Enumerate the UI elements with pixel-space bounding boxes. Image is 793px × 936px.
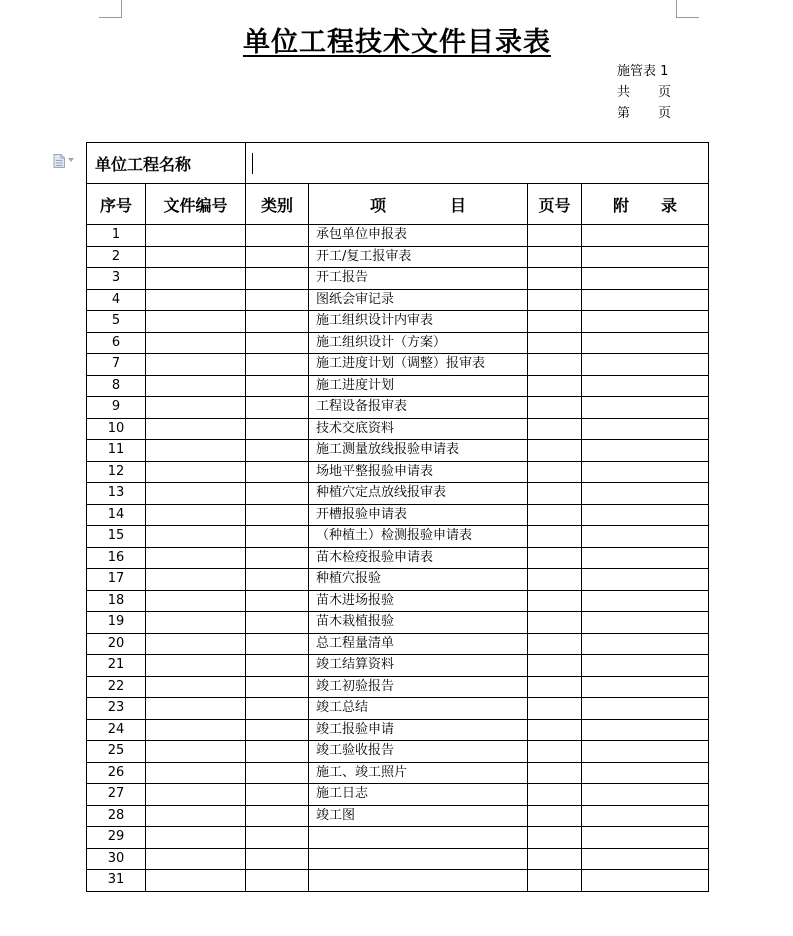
row-page-no[interactable] bbox=[528, 461, 582, 483]
form-meta bbox=[617, 61, 671, 124]
row-appendix[interactable] bbox=[582, 590, 709, 612]
margin-corner-top-left bbox=[99, 0, 122, 18]
row-file-no[interactable] bbox=[146, 440, 246, 462]
table-row bbox=[87, 354, 709, 376]
row-page-no[interactable] bbox=[528, 547, 582, 569]
table-row bbox=[87, 461, 709, 483]
directory-table bbox=[86, 142, 709, 892]
header-file-no: 文件编号 bbox=[146, 184, 246, 225]
project-name-label: 单位工程名称 bbox=[87, 143, 246, 184]
row-appendix[interactable] bbox=[582, 870, 709, 892]
table-row bbox=[87, 633, 709, 655]
row-appendix[interactable] bbox=[582, 289, 709, 311]
row-category[interactable] bbox=[246, 375, 309, 397]
row-page-no[interactable] bbox=[528, 805, 582, 827]
row-file-no[interactable] bbox=[146, 375, 246, 397]
row-appendix[interactable] bbox=[582, 418, 709, 440]
row-item[interactable] bbox=[309, 870, 528, 892]
table-row bbox=[87, 225, 709, 247]
project-name-field[interactable] bbox=[246, 143, 709, 184]
row-page-no[interactable] bbox=[528, 848, 582, 870]
row-item[interactable]: （种植土）检测报验申请表 bbox=[309, 526, 528, 548]
header-page-no: 页号 bbox=[528, 184, 582, 225]
row-category[interactable] bbox=[246, 805, 309, 827]
row-item[interactable]: 苗木栽植报验 bbox=[309, 612, 528, 634]
row-appendix[interactable] bbox=[582, 483, 709, 505]
row-appendix[interactable] bbox=[582, 311, 709, 333]
row-page-no[interactable] bbox=[528, 612, 582, 634]
row-page-no[interactable] bbox=[528, 354, 582, 376]
table-row bbox=[87, 762, 709, 784]
row-item[interactable] bbox=[309, 848, 528, 870]
row-category[interactable] bbox=[246, 526, 309, 548]
row-page-no[interactable] bbox=[528, 719, 582, 741]
row-page-no[interactable] bbox=[528, 870, 582, 892]
row-seq[interactable]: 15 bbox=[87, 526, 146, 548]
row-file-no[interactable] bbox=[146, 547, 246, 569]
row-item[interactable]: 开工报告 bbox=[309, 268, 528, 290]
table-row bbox=[87, 483, 709, 505]
row-category[interactable] bbox=[246, 440, 309, 462]
row-appendix[interactable] bbox=[582, 569, 709, 591]
row-page-no[interactable] bbox=[528, 590, 582, 612]
row-seq[interactable]: 19 bbox=[87, 612, 146, 634]
document-options-icon[interactable] bbox=[53, 153, 65, 167]
row-category[interactable] bbox=[246, 289, 309, 311]
row-page-no[interactable] bbox=[528, 633, 582, 655]
table-row bbox=[87, 289, 709, 311]
row-file-no[interactable] bbox=[146, 870, 246, 892]
row-item[interactable]: 总工程量清单 bbox=[309, 633, 528, 655]
row-file-no[interactable] bbox=[146, 805, 246, 827]
row-item[interactable]: 竣工图 bbox=[309, 805, 528, 827]
row-category[interactable] bbox=[246, 461, 309, 483]
row-appendix[interactable] bbox=[582, 827, 709, 849]
row-file-no[interactable] bbox=[146, 289, 246, 311]
row-seq[interactable]: 7 bbox=[87, 354, 146, 376]
row-page-no[interactable] bbox=[528, 289, 582, 311]
row-item[interactable]: 苗木进场报验 bbox=[309, 590, 528, 612]
row-category[interactable] bbox=[246, 676, 309, 698]
row-item[interactable]: 施工日志 bbox=[309, 784, 528, 806]
row-seq[interactable]: 6 bbox=[87, 332, 146, 354]
row-appendix[interactable] bbox=[582, 719, 709, 741]
row-category[interactable] bbox=[246, 354, 309, 376]
row-category[interactable] bbox=[246, 569, 309, 591]
row-appendix[interactable] bbox=[582, 397, 709, 419]
row-page-no[interactable] bbox=[528, 655, 582, 677]
row-item[interactable]: 种植穴定点放线报审表 bbox=[309, 483, 528, 505]
row-seq[interactable]: 29 bbox=[87, 827, 146, 849]
row-category[interactable] bbox=[246, 268, 309, 290]
row-item[interactable]: 开工/复工报审表 bbox=[309, 246, 528, 268]
row-item[interactable]: 竣工验收报告 bbox=[309, 741, 528, 763]
table-row bbox=[87, 246, 709, 268]
row-seq[interactable]: 14 bbox=[87, 504, 146, 526]
row-file-no[interactable] bbox=[146, 719, 246, 741]
row-category[interactable] bbox=[246, 848, 309, 870]
row-appendix[interactable] bbox=[582, 461, 709, 483]
margin-corner-top-right bbox=[676, 0, 699, 18]
row-item[interactable]: 开槽报验申请表 bbox=[309, 504, 528, 526]
row-seq[interactable]: 24 bbox=[87, 719, 146, 741]
document-title: 单位工程技术文件目录表 bbox=[243, 27, 551, 58]
row-page-no[interactable] bbox=[528, 827, 582, 849]
table-row bbox=[87, 676, 709, 698]
row-item[interactable]: 施工测量放线报验申请表 bbox=[309, 440, 528, 462]
table-row bbox=[87, 332, 709, 354]
total-unit: 页 bbox=[658, 85, 672, 100]
row-item[interactable]: 工程设备报审表 bbox=[309, 397, 528, 419]
table-row bbox=[87, 612, 709, 634]
total-label: 共 bbox=[617, 85, 631, 100]
row-appendix[interactable] bbox=[582, 676, 709, 698]
row-item[interactable]: 竣工初验报告 bbox=[309, 676, 528, 698]
row-category[interactable] bbox=[246, 311, 309, 333]
row-appendix[interactable] bbox=[582, 698, 709, 720]
row-seq[interactable]: 28 bbox=[87, 805, 146, 827]
row-seq[interactable]: 9 bbox=[87, 397, 146, 419]
row-page-no[interactable] bbox=[528, 762, 582, 784]
row-category[interactable] bbox=[246, 741, 309, 763]
row-appendix[interactable] bbox=[582, 784, 709, 806]
row-category[interactable] bbox=[246, 698, 309, 720]
row-page-no[interactable] bbox=[528, 311, 582, 333]
header-appendix: 附 录 bbox=[582, 184, 709, 225]
row-appendix[interactable] bbox=[582, 633, 709, 655]
row-item[interactable]: 施工组织设计（方案） bbox=[309, 332, 528, 354]
table-row bbox=[87, 848, 709, 870]
row-file-no[interactable] bbox=[146, 633, 246, 655]
row-file-no[interactable] bbox=[146, 268, 246, 290]
row-category[interactable] bbox=[246, 504, 309, 526]
row-appendix[interactable] bbox=[582, 655, 709, 677]
row-appendix[interactable] bbox=[582, 504, 709, 526]
row-seq[interactable]: 18 bbox=[87, 590, 146, 612]
row-appendix[interactable] bbox=[582, 547, 709, 569]
row-page-no[interactable] bbox=[528, 526, 582, 548]
page-unit: 页 bbox=[658, 106, 672, 121]
table-row bbox=[87, 590, 709, 612]
table-row bbox=[87, 698, 709, 720]
table-row bbox=[87, 547, 709, 569]
text-cursor bbox=[252, 153, 253, 174]
row-seq[interactable]: 23 bbox=[87, 698, 146, 720]
row-file-no[interactable] bbox=[146, 827, 246, 849]
row-page-no[interactable] bbox=[528, 741, 582, 763]
row-item[interactable]: 图纸会审记录 bbox=[309, 289, 528, 311]
row-seq[interactable]: 8 bbox=[87, 375, 146, 397]
row-appendix[interactable] bbox=[582, 354, 709, 376]
row-page-no[interactable] bbox=[528, 375, 582, 397]
row-category[interactable] bbox=[246, 762, 309, 784]
row-page-no[interactable] bbox=[528, 268, 582, 290]
row-page-no[interactable] bbox=[528, 483, 582, 505]
table-row bbox=[87, 397, 709, 419]
row-page-no[interactable] bbox=[528, 246, 582, 268]
row-page-no[interactable] bbox=[528, 440, 582, 462]
row-file-no[interactable] bbox=[146, 569, 246, 591]
row-seq[interactable]: 21 bbox=[87, 655, 146, 677]
row-appendix[interactable] bbox=[582, 848, 709, 870]
row-file-no[interactable] bbox=[146, 246, 246, 268]
row-file-no[interactable] bbox=[146, 762, 246, 784]
row-file-no[interactable] bbox=[146, 397, 246, 419]
row-page-no[interactable] bbox=[528, 676, 582, 698]
row-category[interactable] bbox=[246, 418, 309, 440]
row-category[interactable] bbox=[246, 655, 309, 677]
row-category[interactable] bbox=[246, 827, 309, 849]
row-file-no[interactable] bbox=[146, 354, 246, 376]
row-category[interactable] bbox=[246, 246, 309, 268]
row-page-no[interactable] bbox=[528, 784, 582, 806]
table-row bbox=[87, 311, 709, 333]
row-seq[interactable]: 1 bbox=[87, 225, 146, 247]
row-item[interactable]: 施工进度计划（调整）报审表 bbox=[309, 354, 528, 376]
row-seq[interactable]: 30 bbox=[87, 848, 146, 870]
row-appendix[interactable] bbox=[582, 762, 709, 784]
row-seq[interactable]: 4 bbox=[87, 289, 146, 311]
row-category[interactable] bbox=[246, 590, 309, 612]
header-category: 类别 bbox=[246, 184, 309, 225]
table-row bbox=[87, 719, 709, 741]
row-seq[interactable]: 5 bbox=[87, 311, 146, 333]
table-row bbox=[87, 569, 709, 591]
total-pages bbox=[617, 82, 671, 103]
row-item[interactable]: 种植穴报验 bbox=[309, 569, 528, 591]
row-seq[interactable]: 22 bbox=[87, 676, 146, 698]
row-file-no[interactable] bbox=[146, 848, 246, 870]
row-seq[interactable]: 20 bbox=[87, 633, 146, 655]
row-category[interactable] bbox=[246, 784, 309, 806]
row-seq[interactable]: 2 bbox=[87, 246, 146, 268]
row-seq[interactable]: 16 bbox=[87, 547, 146, 569]
row-file-no[interactable] bbox=[146, 418, 246, 440]
row-file-no[interactable] bbox=[146, 311, 246, 333]
row-appendix[interactable] bbox=[582, 375, 709, 397]
row-category[interactable] bbox=[246, 397, 309, 419]
row-file-no[interactable] bbox=[146, 784, 246, 806]
table-row bbox=[87, 827, 709, 849]
row-seq[interactable]: 12 bbox=[87, 461, 146, 483]
row-file-no[interactable] bbox=[146, 504, 246, 526]
row-file-no[interactable] bbox=[146, 483, 246, 505]
row-page-no[interactable] bbox=[528, 332, 582, 354]
header-seq: 序号 bbox=[87, 184, 146, 225]
row-seq[interactable]: 31 bbox=[87, 870, 146, 892]
row-category[interactable] bbox=[246, 225, 309, 247]
row-item[interactable]: 竣工总结 bbox=[309, 698, 528, 720]
row-file-no[interactable] bbox=[146, 225, 246, 247]
row-item[interactable]: 竣工结算资料 bbox=[309, 655, 528, 677]
row-category[interactable] bbox=[246, 633, 309, 655]
row-page-no[interactable] bbox=[528, 418, 582, 440]
row-seq[interactable]: 3 bbox=[87, 268, 146, 290]
row-file-no[interactable] bbox=[146, 590, 246, 612]
row-file-no[interactable] bbox=[146, 676, 246, 698]
table-row bbox=[87, 655, 709, 677]
row-category[interactable] bbox=[246, 719, 309, 741]
row-seq[interactable]: 13 bbox=[87, 483, 146, 505]
row-seq[interactable]: 10 bbox=[87, 418, 146, 440]
row-appendix[interactable] bbox=[582, 225, 709, 247]
row-file-no[interactable] bbox=[146, 612, 246, 634]
row-item[interactable] bbox=[309, 827, 528, 849]
table-row bbox=[87, 870, 709, 892]
table-row bbox=[87, 784, 709, 806]
row-item[interactable]: 苗木检疫报验申请表 bbox=[309, 547, 528, 569]
row-item[interactable]: 施工组织设计内审表 bbox=[309, 311, 528, 333]
row-category[interactable] bbox=[246, 612, 309, 634]
row-page-no[interactable] bbox=[528, 225, 582, 247]
row-file-no[interactable] bbox=[146, 461, 246, 483]
row-file-no[interactable] bbox=[146, 526, 246, 548]
row-appendix[interactable] bbox=[582, 526, 709, 548]
row-page-no[interactable] bbox=[528, 504, 582, 526]
row-category[interactable] bbox=[246, 483, 309, 505]
row-seq[interactable]: 27 bbox=[87, 784, 146, 806]
row-page-no[interactable] bbox=[528, 569, 582, 591]
table-row bbox=[87, 440, 709, 462]
table-row bbox=[87, 375, 709, 397]
chevron-down-icon bbox=[68, 158, 74, 162]
row-appendix[interactable] bbox=[582, 246, 709, 268]
form-code: 施管表 1 bbox=[617, 64, 669, 79]
row-item[interactable]: 场地平整报验申请表 bbox=[309, 461, 528, 483]
table-header-row bbox=[87, 184, 709, 225]
row-appendix[interactable] bbox=[582, 805, 709, 827]
row-appendix[interactable] bbox=[582, 741, 709, 763]
table-row bbox=[87, 268, 709, 290]
row-item[interactable]: 施工、竣工照片 bbox=[309, 762, 528, 784]
header-item: 项 目 bbox=[309, 184, 528, 225]
row-file-no[interactable] bbox=[146, 655, 246, 677]
page-number bbox=[617, 103, 671, 124]
row-file-no[interactable] bbox=[146, 698, 246, 720]
row-seq[interactable]: 26 bbox=[87, 762, 146, 784]
row-category[interactable] bbox=[246, 547, 309, 569]
table-row bbox=[87, 805, 709, 827]
row-item[interactable]: 技术交底资料 bbox=[309, 418, 528, 440]
row-file-no[interactable] bbox=[146, 741, 246, 763]
row-item[interactable]: 施工进度计划 bbox=[309, 375, 528, 397]
table-row bbox=[87, 504, 709, 526]
row-seq[interactable]: 11 bbox=[87, 440, 146, 462]
row-seq[interactable]: 25 bbox=[87, 741, 146, 763]
row-file-no[interactable] bbox=[146, 332, 246, 354]
row-page-no[interactable] bbox=[528, 397, 582, 419]
row-seq[interactable]: 17 bbox=[87, 569, 146, 591]
row-category[interactable] bbox=[246, 870, 309, 892]
row-appendix[interactable] bbox=[582, 332, 709, 354]
page-label: 第 bbox=[617, 106, 631, 121]
row-item[interactable]: 承包单位申报表 bbox=[309, 225, 528, 247]
row-appendix[interactable] bbox=[582, 268, 709, 290]
row-appendix[interactable] bbox=[582, 612, 709, 634]
table-row bbox=[87, 418, 709, 440]
project-name-row bbox=[87, 143, 709, 184]
row-appendix[interactable] bbox=[582, 440, 709, 462]
table-row bbox=[87, 741, 709, 763]
row-category[interactable] bbox=[246, 332, 309, 354]
table-row bbox=[87, 526, 709, 548]
row-item[interactable]: 竣工报验申请 bbox=[309, 719, 528, 741]
row-page-no[interactable] bbox=[528, 698, 582, 720]
